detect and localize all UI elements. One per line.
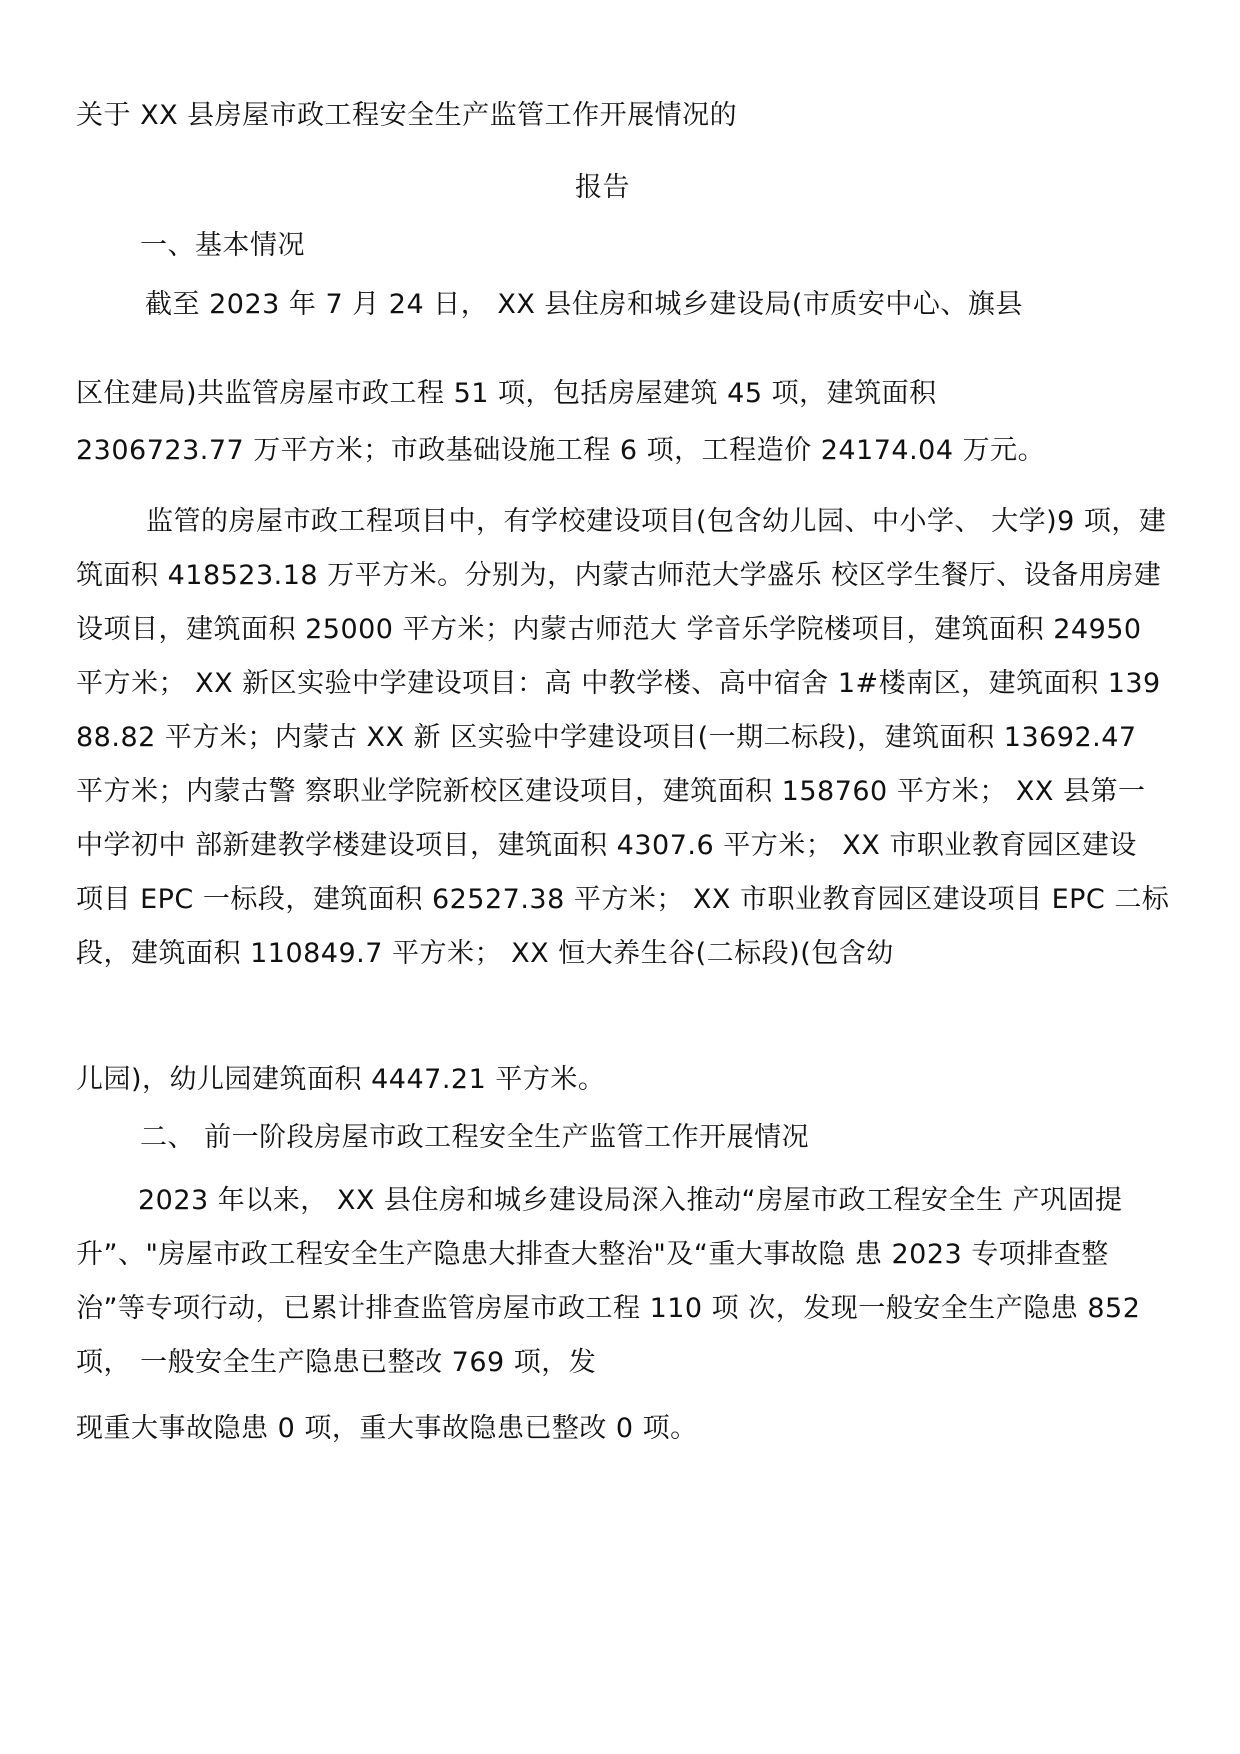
section2-para1-tail: 现重大事故隐患 0 项，重大事故隐患已整改 0 项。	[76, 1413, 698, 1444]
document-title-line2: 报告	[575, 172, 630, 203]
section1-para2-tail: 儿园)，幼儿园建筑面积 4447.21 平方米。	[76, 1064, 606, 1095]
section1-heading: 一、基本情况	[140, 230, 305, 261]
section2-heading: 二、 前一阶段房屋市政工程安全生产监管工作开展情况	[140, 1122, 810, 1153]
section2-para1: 2023 年以来， XX 县住房和城乡建设局深入推动“房屋市政工程安全生 产巩固提升”、"房屋市政工程安全生产隐患大排查大整治"及“重大事故隐 患 2023 专项排查整治”等专项行动，已累计排查监管房屋市政工程 110 项 次，发现一般安全生产隐患 852 项， 一般安全生产隐患已整改 769 项，发	[76, 1185, 1141, 1378]
section1-para1-line1: 截至 2023 年 7 月 24 日， XX 县住房和城乡建设局(市质安中心、旗县	[145, 289, 1023, 320]
section1-para1-line3: 2306723.77 万平方米；市政基础设施工程 6 项，工程造价 24174.04 万元。	[76, 435, 1046, 466]
section1-para2: 监管的房屋市政工程项目中，有学校建设项目(包含幼儿园、中小学、 大学)9 项，建筑面积 418523.18 万平方米。分别为，内蒙古师范大学盛乐 校区学生餐厅、设备用房建设项目，建筑面积 25000 平方米；内蒙古师范大 学音乐学院楼项目，建筑面积 24950 平方米； XX 新区实验中学建设项目：高 中教学楼、高中宿舍 1#楼南区，建筑面积 13988.82 平方米；内蒙古 XX 新 区实验中学建设项目(一期二标段)，建筑面积 13692.47 平方米；内蒙古警 察职业学院新校区建设项目，建筑面积 158760 平方米； XX 县第一 中学初中 部新建教学楼建设项目，建筑面积 4307.6 平方米； XX 市职业教育园区建设 项目 EPC 一标段，建筑面积 62527.38 平方米； XX 市职业教育园区建设项目 EPC 二标段，建筑面积 110849.7 平方米； XX 恒大养生谷(二标段)(包含幼	[76, 506, 1170, 969]
document-title-line1: 关于 XX 县房屋市政工程安全生产监管工作开展情况的	[76, 100, 738, 131]
section1-para1-line2: 区住建局)共监管房屋市政工程 51 项，包括房屋建筑 45 项，建筑面积	[76, 378, 937, 409]
